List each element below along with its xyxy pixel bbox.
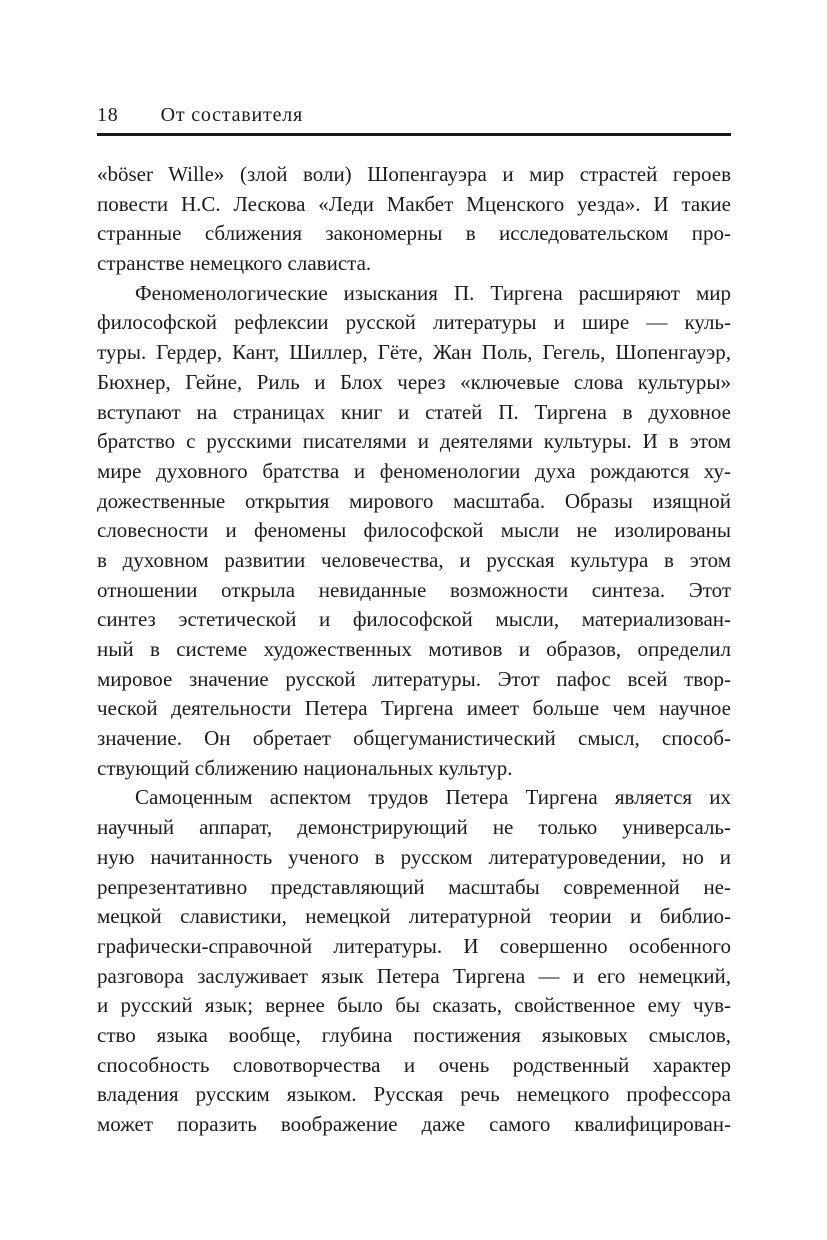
running-title: От составителя — [160, 104, 304, 126]
text-line: Феноменологические изыскания П. Тиргена расширяют мир — [135, 280, 731, 305]
text-line: братство с русскими писателями и деятелями культуры. И в этом — [97, 429, 731, 454]
text-line: странстве немецкого слависта. — [97, 251, 372, 276]
text-line: туры. Гердер, Кант, Шиллер, Гёте, Жан Поль, Гегель, Шопенгауэр, — [97, 340, 731, 365]
text-line: разговора заслуживает язык Петера Тиргена — и его немецкий, — [97, 963, 731, 988]
text-line: в духовном развитии человечества, и русская культура в этом — [97, 547, 731, 572]
text-line: ный в системе художественных мотивов и образов, определил — [97, 637, 731, 661]
text-line: мецкой славистики, немецкой литературной теории и библио- — [97, 904, 731, 929]
text-line: и русский язык; вернее было бы сказать, свойственное ему чув- — [97, 993, 731, 1018]
text-line: графически-справочной литературы. И совершенно особенного — [97, 933, 731, 958]
text-line: научный аппарат, демонстрирующий не только универсаль- — [97, 815, 731, 840]
page-number: 18 — [97, 104, 119, 126]
text-line: синтез эстетической и философской мысли, материализован- — [97, 607, 731, 632]
text-line: владения русским языком. Русская речь немецкого профессора — [97, 1082, 731, 1107]
text-line: значение. Он обретает общегуманистический смысл, способ- — [97, 726, 731, 751]
text-line: может поразить воображение даже самого квалифицирован- — [97, 1112, 731, 1136]
text-line: странные сближения закономерны в исследовательском про- — [97, 221, 731, 246]
text-line: репрезентативно представляющий масштабы современной не- — [97, 874, 731, 899]
text-line: способность словотворчества и очень родственный характер — [97, 1052, 731, 1077]
text-line: отношении открыла невиданные возможности синтеза. Этот — [97, 577, 731, 602]
text-line: «böser Wille» (злой воли) Шопенгауэра и мир страстей героев — [97, 162, 731, 186]
text-line: мировое значение русской литературы. Этот пафос всей твор- — [97, 666, 731, 691]
text-line: дожественные открытия мирового масштаба. Образы изящной — [97, 488, 731, 513]
text-line: ство языка вообще, глубина постижения языковых смыслов, — [97, 1022, 731, 1047]
text-line: ческой деятельности Петера Тиргена имеет больше чем научное — [97, 696, 731, 721]
body-text — [97, 160, 731, 1140]
text-line: Самоценным аспектом трудов Петера Тиргена является их — [135, 785, 731, 810]
text-line: ную начитанность ученого в русском литературоведении, но и — [97, 844, 731, 869]
text-line: философской рефлексии русской литературы и шире — куль- — [97, 310, 731, 335]
running-head — [97, 103, 731, 136]
text-line: повести Н.С. Лескова «Леди Макбет Мценского уезда». И такие — [97, 191, 731, 216]
text-line: Бюхнер, Гейне, Риль и Блох через «ключевые слова культуры» — [97, 369, 731, 394]
text-line: ствующий сближению национальных культур. — [97, 755, 513, 780]
text-line: вступают на страницах книг и статей П. Тиргена в духовное — [97, 399, 731, 424]
text-column — [97, 0, 731, 1140]
text-line: словесности и феномены философской мысли не изолированы — [97, 518, 731, 543]
text-line: мире духовного братства и феноменологии духа рождаются ху- — [97, 458, 731, 483]
